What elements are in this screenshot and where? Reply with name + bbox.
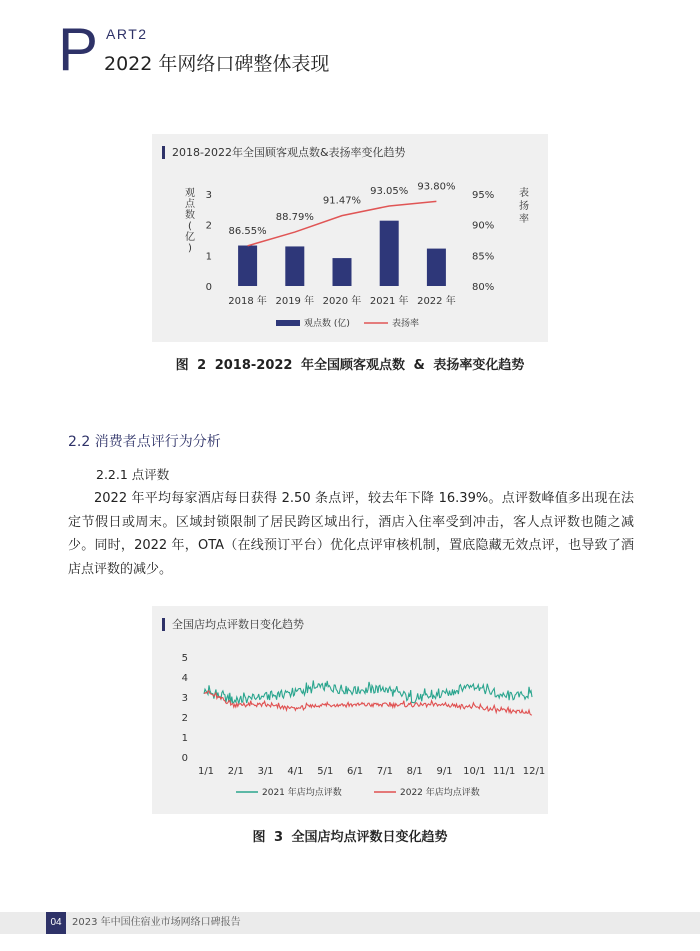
y-tick-label: 1	[205, 251, 212, 263]
y-tick-label: 1	[181, 733, 188, 744]
bar	[285, 246, 304, 286]
figure-3-chart	[152, 606, 548, 814]
legend-label-2022: 2022 年店均点评数	[400, 788, 480, 798]
figure-2-svg	[152, 134, 548, 342]
y-tick-label: 2	[205, 220, 212, 232]
x-tick-label: 5/1	[317, 766, 334, 777]
y-axis-label-char: 点	[185, 199, 195, 210]
x-tick-label: 2020 年	[322, 296, 362, 307]
y-tick-label: 0	[181, 753, 188, 764]
figure-2-chart	[152, 134, 548, 342]
series-line	[204, 681, 532, 704]
y-axis-label-char: 数	[185, 210, 195, 221]
x-tick-label: 2018 年	[228, 296, 267, 307]
part-label: ART2	[106, 26, 148, 42]
page-title: 2022 年网络口碑整体表现	[104, 53, 330, 75]
legend-label-bars: 观点数 (亿)	[304, 319, 350, 329]
x-tick-label: 8/1	[406, 766, 423, 777]
x-tick-label: 2021 年	[369, 296, 409, 307]
x-tick-label: 2/1	[227, 766, 244, 777]
y-axis-label-char: (	[188, 221, 192, 232]
body-paragraph: 2022 年平均每家酒店每日获得 2.50 条点评，较去年下降 16.39%。点评数峰值多出现在法定节假日或周末。区域封锁限制了居民跨区域出行，酒店入住率受到冲击，客人点评数也随之减少。同时，2022 年，OTA（在线预订平台）优化点评审核机制，置底隐藏无效点评，也导致了酒店点评数的减少。	[68, 491, 634, 577]
x-tick-label: 4/1	[287, 766, 304, 777]
page-number: 04	[46, 912, 66, 934]
x-tick-label: 9/1	[436, 766, 453, 777]
y-axis-label-char: 观	[185, 188, 195, 199]
bar	[238, 246, 257, 286]
y2-tick-label: 95%	[472, 190, 495, 201]
subsection-heading: 2.2.1 点评数	[96, 467, 170, 482]
chart-title: 全国店均点评数日变化趋势	[162, 618, 304, 631]
y2-tick-label: 85%	[472, 251, 495, 263]
y-tick-label: 0	[205, 282, 212, 293]
footer-title: 2023 年中国住宿业市场网络口碑报告	[72, 917, 241, 928]
chart-title: 2018-2022年全国顾客观点数&表扬率变化趋势	[162, 146, 406, 159]
figure-3-caption: 图 3 全国店均点评数日变化趋势	[252, 830, 448, 845]
y-axis-label-char: 亿	[185, 232, 195, 243]
y-tick-label: 3	[205, 190, 212, 201]
y2-tick-label: 80%	[472, 282, 495, 293]
x-tick-label: 2022 年	[417, 296, 456, 307]
data-label: 91.47%	[322, 195, 362, 207]
y2-axis-label-char: 表	[519, 188, 529, 199]
legend-swatch-bars	[276, 320, 300, 326]
y-tick-label: 4	[181, 673, 188, 684]
y-tick-label: 2	[181, 713, 188, 724]
figure-3-svg	[152, 606, 548, 814]
x-tick-label: 1/1	[197, 766, 215, 777]
data-label: 86.55%	[228, 225, 267, 237]
x-tick-label: 12/1	[522, 766, 546, 777]
section-heading: 2.2 消费者点评行为分析	[68, 434, 221, 450]
data-label: 93.05%	[370, 185, 409, 197]
legend-label-2021: 2021 年店均点评数	[262, 788, 342, 798]
bar	[380, 221, 399, 286]
bar	[427, 249, 446, 286]
x-tick-label: 2019 年	[275, 296, 315, 307]
data-label: 93.80%	[417, 181, 456, 193]
legend-label-line: 表扬率	[392, 319, 420, 329]
part-letter: P	[58, 16, 99, 83]
y2-tick-label: 90%	[472, 220, 495, 232]
x-tick-label: 7/1	[376, 766, 393, 777]
x-tick-label: 10/1	[463, 766, 486, 777]
x-tick-label: 11/1	[492, 766, 516, 777]
data-label: 88.79%	[275, 212, 314, 224]
y-axis-label-char: )	[188, 243, 192, 254]
figure-2-caption: 图 2 2018-2022 年全国顾客观点数 & 表扬率变化趋势	[175, 358, 525, 373]
y2-axis-label-char: 扬	[519, 201, 529, 212]
y-tick-label: 3	[181, 693, 188, 704]
rate-line	[248, 201, 437, 245]
y2-axis-label-char: 率	[519, 214, 529, 225]
x-tick-label: 6/1	[347, 766, 364, 777]
bar	[333, 258, 352, 286]
y-tick-label: 5	[181, 653, 188, 664]
x-tick-label: 3/1	[257, 766, 274, 777]
